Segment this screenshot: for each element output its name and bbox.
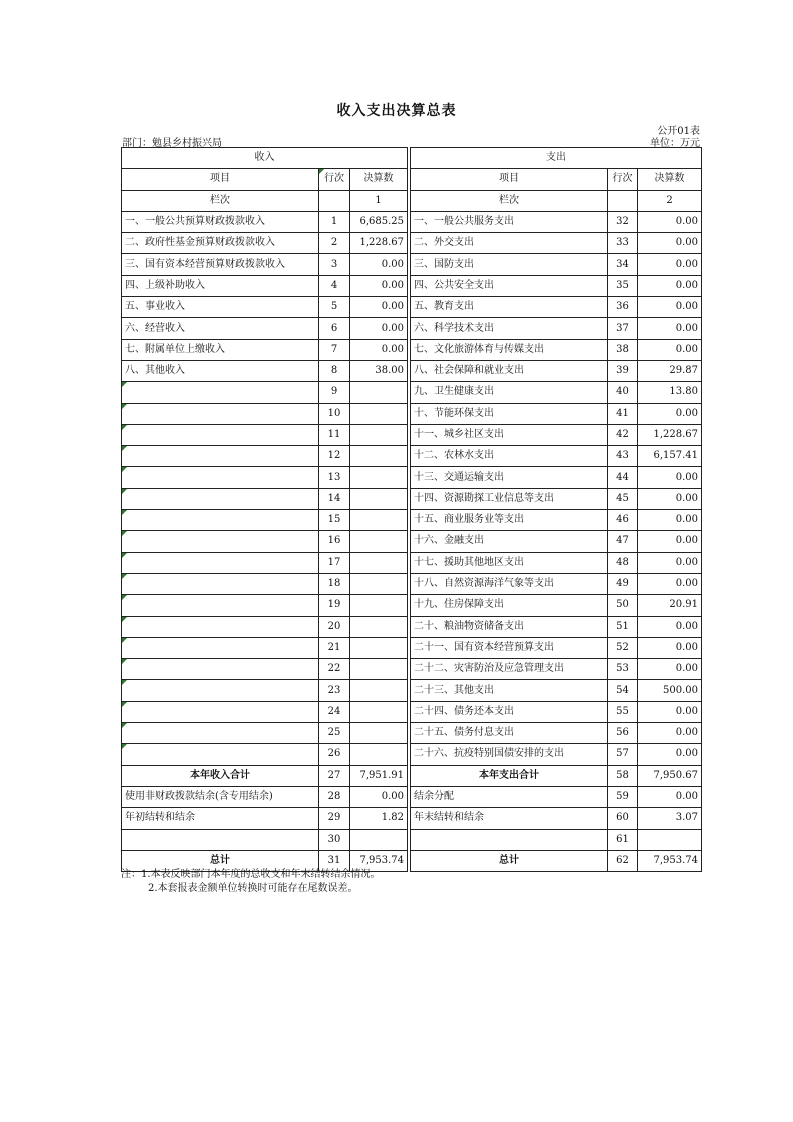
expense-amount-cell: 29.87 — [638, 360, 702, 381]
table-row — [122, 446, 702, 467]
income-item-header: 项目 — [122, 169, 319, 190]
expense-line-cell: 33 — [608, 233, 638, 254]
income-item-cell: 总计 — [122, 850, 319, 871]
income-amount-cell — [350, 531, 408, 552]
income-item-cell — [122, 531, 319, 552]
expense-line-cell: 34 — [608, 254, 638, 275]
expense-line-cell: 43 — [608, 446, 638, 467]
table-row — [122, 211, 702, 232]
income-line-cell: 22 — [319, 659, 350, 680]
income-amount-cell — [350, 573, 408, 594]
income-line-cell: 25 — [319, 723, 350, 744]
expense-amount-cell: 0.00 — [638, 233, 702, 254]
income-amount-cell — [350, 552, 408, 573]
income-amount-cell — [350, 723, 408, 744]
income-amount-cell: 0.00 — [350, 254, 408, 275]
expense-amount-cell: 0.00 — [638, 573, 702, 594]
expense-line-cell: 40 — [608, 382, 638, 403]
table-row — [122, 382, 702, 403]
expense-item-cell: 三、国防支出 — [411, 254, 608, 275]
expense-line-cell: 38 — [608, 339, 638, 360]
expense-amount-cell: 0.00 — [638, 403, 702, 424]
expense-item-cell: 总计 — [411, 850, 608, 871]
table-row — [122, 275, 702, 296]
expense-item-cell: 二十、粮油物资储备支出 — [411, 616, 608, 637]
income-line-cell: 1 — [319, 211, 350, 232]
income-amount-cell — [350, 424, 408, 445]
table-row — [122, 403, 702, 424]
expense-amount-cell: 0.00 — [638, 659, 702, 680]
income-column-number: 1 — [350, 190, 408, 211]
income-line-cell: 5 — [319, 297, 350, 318]
income-item-cell — [122, 680, 319, 701]
income-item-cell — [122, 510, 319, 531]
form-number: 公开01表 — [657, 126, 700, 137]
income-item-cell: 六、经营收入 — [122, 318, 319, 339]
expense-item-cell: 六、科学技术支出 — [411, 318, 608, 339]
income-line-cell: 4 — [319, 275, 350, 296]
expense-line-cell: 39 — [608, 360, 638, 381]
income-line-cell: 28 — [319, 786, 350, 807]
expense-amount-cell: 0.00 — [638, 510, 702, 531]
expense-item-cell: 二十三、其他支出 — [411, 680, 608, 701]
expense-amount-cell: 0.00 — [638, 318, 702, 339]
income-item-cell — [122, 637, 319, 658]
expense-item-cell: 二十五、债务付息支出 — [411, 723, 608, 744]
table-row — [122, 552, 702, 573]
expense-amount-cell: 0.00 — [638, 211, 702, 232]
expense-item-cell: 九、卫生健康支出 — [411, 382, 608, 403]
expense-line-cell: 62 — [608, 850, 638, 871]
expense-amount-cell: 1,228.67 — [638, 424, 702, 445]
income-line-cell: 11 — [319, 424, 350, 445]
expense-amount-cell: 0.00 — [638, 637, 702, 658]
income-item-cell — [122, 424, 319, 445]
table-row — [122, 467, 702, 488]
expense-item-cell: 本年支出合计 — [411, 765, 608, 786]
table-row — [122, 339, 702, 360]
income-item-cell: 七、附属单位上缴收入 — [122, 339, 319, 360]
table-row — [122, 573, 702, 594]
column-number-row — [122, 190, 702, 211]
expense-amount-cell: 7,953.74 — [638, 850, 702, 871]
expense-item-cell: 五、教育支出 — [411, 297, 608, 318]
unit-label: 单位：万元 — [650, 138, 700, 149]
table-row — [122, 786, 702, 807]
expense-line-cell: 54 — [608, 680, 638, 701]
table-row — [122, 254, 702, 275]
expense-column-number: 2 — [638, 190, 702, 211]
income-item-cell — [122, 446, 319, 467]
income-amount-cell: 7,951.91 — [350, 765, 408, 786]
department-label: 部门：勉县乡村振兴局 — [122, 138, 222, 149]
income-item-cell — [122, 723, 319, 744]
table-row — [122, 233, 702, 254]
expense-line-cell: 57 — [608, 744, 638, 765]
expense-amount-cell: 0.00 — [638, 467, 702, 488]
income-item-cell — [122, 701, 319, 722]
expense-line-cell: 42 — [608, 424, 638, 445]
expense-line-cell: 41 — [608, 403, 638, 424]
expense-line-cell: 58 — [608, 765, 638, 786]
expense-item-cell: 十二、农林水支出 — [411, 446, 608, 467]
income-item-cell: 八、其他收入 — [122, 360, 319, 381]
expense-item-cell: 十七、援助其他地区支出 — [411, 552, 608, 573]
expense-line-cell: 52 — [608, 637, 638, 658]
income-amount-cell: 1.82 — [350, 808, 408, 829]
expense-item-cell: 十六、金融支出 — [411, 531, 608, 552]
expense-item-cell: 十、节能环保支出 — [411, 403, 608, 424]
expense-item-cell: 二十二、灾害防治及应急管理支出 — [411, 659, 608, 680]
income-expense-table — [121, 147, 702, 872]
table-row — [122, 595, 702, 616]
expense-item-cell: 十四、资源勘探工业信息等支出 — [411, 488, 608, 509]
expense-item-cell: 十三、交通运输支出 — [411, 467, 608, 488]
table-row — [122, 531, 702, 552]
expense-section-header: 支出 — [411, 148, 702, 169]
income-item-cell — [122, 488, 319, 509]
total-row — [122, 765, 702, 786]
table-row — [122, 488, 702, 509]
expense-line-header: 行次 — [608, 169, 638, 190]
expense-line-cell: 51 — [608, 616, 638, 637]
expense-item-cell: 二十六、抗疫特别国债安排的支出 — [411, 744, 608, 765]
income-amount-cell — [350, 595, 408, 616]
expense-amount-cell: 3.07 — [638, 808, 702, 829]
expense-item-cell: 十八、自然资源海洋气象等支出 — [411, 573, 608, 594]
table-row — [122, 808, 702, 829]
income-line-cell: 31 — [319, 850, 350, 871]
income-item-cell — [122, 467, 319, 488]
income-amount-cell: 6,685.25 — [350, 211, 408, 232]
expense-amount-cell: 20.91 — [638, 595, 702, 616]
expense-amount-cell: 0.00 — [638, 531, 702, 552]
income-amount-cell: 0.00 — [350, 786, 408, 807]
income-item-cell: 使用非财政拨款结余(含专用结余) — [122, 786, 319, 807]
income-line-cell: 17 — [319, 552, 350, 573]
income-line-cell: 18 — [319, 573, 350, 594]
income-line-cell: 14 — [319, 488, 350, 509]
income-line-cell: 23 — [319, 680, 350, 701]
income-amount-cell — [350, 701, 408, 722]
income-line-cell: 8 — [319, 360, 350, 381]
table-row — [122, 829, 702, 850]
table-row — [122, 637, 702, 658]
income-amount-cell: 7,953.74 — [350, 850, 408, 871]
table-row — [122, 723, 702, 744]
income-amount-cell — [350, 744, 408, 765]
expense-item-cell: 结余分配 — [411, 786, 608, 807]
income-line-cell: 9 — [319, 382, 350, 403]
income-item-cell — [122, 659, 319, 680]
expense-amount-header: 决算数 — [638, 169, 702, 190]
expense-line-cell: 50 — [608, 595, 638, 616]
income-column-label: 栏次 — [122, 190, 319, 211]
footnote-1: 注：1.本表反映部门本年度的总收支和年末结转结余情况。 — [121, 869, 381, 880]
section-header-row — [122, 148, 702, 169]
footnote-2: 2.本套报表金额单位转换时可能存在尾数误差。 — [148, 883, 358, 894]
income-item-cell — [122, 552, 319, 573]
income-item-cell — [122, 573, 319, 594]
footnotes — [121, 868, 381, 896]
expense-item-cell: 七、文化旅游体育与传媒支出 — [411, 339, 608, 360]
expense-amount-cell: 0.00 — [638, 488, 702, 509]
income-line-cell: 7 — [319, 339, 350, 360]
expense-amount-cell: 0.00 — [638, 616, 702, 637]
table-row — [122, 701, 702, 722]
expense-line-cell: 36 — [608, 297, 638, 318]
expense-line-cell: 55 — [608, 701, 638, 722]
expense-line-cell: 47 — [608, 531, 638, 552]
income-line-cell: 6 — [319, 318, 350, 339]
income-amount-cell — [350, 680, 408, 701]
table-row — [122, 424, 702, 445]
income-line-cell: 30 — [319, 829, 350, 850]
income-item-cell: 一、一般公共预算财政拨款收入 — [122, 211, 319, 232]
income-amount-cell — [350, 829, 408, 850]
income-line-cell: 29 — [319, 808, 350, 829]
income-line-cell: 24 — [319, 701, 350, 722]
expense-line-blank — [608, 190, 638, 211]
report-title: 收入支出决算总表 — [336, 103, 457, 119]
expense-amount-cell: 7,950.67 — [638, 765, 702, 786]
income-line-cell: 19 — [319, 595, 350, 616]
expense-column-label: 栏次 — [411, 190, 608, 211]
income-item-cell — [122, 403, 319, 424]
income-line-cell: 20 — [319, 616, 350, 637]
income-section-header: 收入 — [122, 148, 408, 169]
income-line-blank — [319, 190, 350, 211]
expense-line-cell: 35 — [608, 275, 638, 296]
income-amount-cell — [350, 510, 408, 531]
expense-line-cell: 60 — [608, 808, 638, 829]
income-item-cell — [122, 595, 319, 616]
income-amount-cell: 38.00 — [350, 360, 408, 381]
expense-amount-cell: 0.00 — [638, 552, 702, 573]
income-amount-cell — [350, 467, 408, 488]
income-item-cell — [122, 744, 319, 765]
expense-item-cell: 年末结转和结余 — [411, 808, 608, 829]
income-amount-cell — [350, 382, 408, 403]
income-item-cell: 年初结转和结余 — [122, 808, 319, 829]
income-item-cell — [122, 829, 319, 850]
income-amount-cell — [350, 637, 408, 658]
expense-item-cell: 四、公共安全支出 — [411, 275, 608, 296]
expense-line-cell: 56 — [608, 723, 638, 744]
expense-item-cell: 八、社会保障和就业支出 — [411, 360, 608, 381]
table-row — [122, 318, 702, 339]
income-line-cell: 15 — [319, 510, 350, 531]
expense-line-cell: 49 — [608, 573, 638, 594]
expense-item-cell: 一、一般公共服务支出 — [411, 211, 608, 232]
expense-item-cell — [411, 829, 608, 850]
income-line-cell: 16 — [319, 531, 350, 552]
income-line-cell: 2 — [319, 233, 350, 254]
expense-item-cell: 二、外交支出 — [411, 233, 608, 254]
expense-item-cell: 二十一、国有资本经营预算支出 — [411, 637, 608, 658]
expense-amount-cell: 0.00 — [638, 744, 702, 765]
expense-amount-cell: 6,157.41 — [638, 446, 702, 467]
column-header-row — [122, 169, 702, 190]
income-amount-cell — [350, 488, 408, 509]
expense-amount-cell: 13.80 — [638, 382, 702, 403]
income-line-cell: 27 — [319, 765, 350, 786]
table-row — [122, 510, 702, 531]
expense-item-cell: 十五、商业服务业等支出 — [411, 510, 608, 531]
income-amount-cell: 0.00 — [350, 297, 408, 318]
table-row — [122, 360, 702, 381]
expense-line-cell: 32 — [608, 211, 638, 232]
expense-amount-cell: 0.00 — [638, 254, 702, 275]
income-item-cell: 二、政府性基金预算财政拨款收入 — [122, 233, 319, 254]
expense-line-cell: 61 — [608, 829, 638, 850]
income-item-cell: 本年收入合计 — [122, 765, 319, 786]
income-amount-cell: 0.00 — [350, 339, 408, 360]
income-line-cell: 13 — [319, 467, 350, 488]
expense-amount-cell: 0.00 — [638, 297, 702, 318]
income-amount-cell — [350, 616, 408, 637]
expense-amount-cell: 0.00 — [638, 786, 702, 807]
income-line-cell: 26 — [319, 744, 350, 765]
table-row — [122, 297, 702, 318]
income-line-cell: 10 — [319, 403, 350, 424]
expense-item-cell: 二十四、债务还本支出 — [411, 701, 608, 722]
income-line-header: 行次 — [319, 169, 350, 190]
income-amount-cell — [350, 659, 408, 680]
expense-line-cell: 44 — [608, 467, 638, 488]
expense-item-cell: 十九、住房保障支出 — [411, 595, 608, 616]
expense-amount-cell: 0.00 — [638, 339, 702, 360]
expense-amount-cell: 500.00 — [638, 680, 702, 701]
income-line-cell: 12 — [319, 446, 350, 467]
income-amount-header: 决算数 — [350, 169, 408, 190]
income-line-cell: 3 — [319, 254, 350, 275]
expense-item-cell: 十一、城乡社区支出 — [411, 424, 608, 445]
income-item-cell: 四、上级补助收入 — [122, 275, 319, 296]
expense-amount-cell — [638, 829, 702, 850]
income-line-cell: 21 — [319, 637, 350, 658]
income-amount-cell: 0.00 — [350, 275, 408, 296]
table-row — [122, 680, 702, 701]
income-amount-cell — [350, 446, 408, 467]
expense-line-cell: 37 — [608, 318, 638, 339]
table-row — [122, 659, 702, 680]
expense-line-cell: 45 — [608, 488, 638, 509]
income-item-cell — [122, 616, 319, 637]
expense-line-cell: 53 — [608, 659, 638, 680]
income-amount-cell: 1,228.67 — [350, 233, 408, 254]
expense-line-cell: 46 — [608, 510, 638, 531]
expense-line-cell: 59 — [608, 786, 638, 807]
income-amount-cell — [350, 403, 408, 424]
expense-line-cell: 48 — [608, 552, 638, 573]
expense-amount-cell: 0.00 — [638, 275, 702, 296]
table-row — [122, 744, 702, 765]
expense-amount-cell: 0.00 — [638, 701, 702, 722]
table-row — [122, 616, 702, 637]
income-item-cell: 五、事业收入 — [122, 297, 319, 318]
income-item-cell: 三、国有资本经营预算财政拨款收入 — [122, 254, 319, 275]
expense-item-header: 项目 — [411, 169, 608, 190]
expense-amount-cell: 0.00 — [638, 723, 702, 744]
income-item-cell — [122, 382, 319, 403]
income-amount-cell: 0.00 — [350, 318, 408, 339]
